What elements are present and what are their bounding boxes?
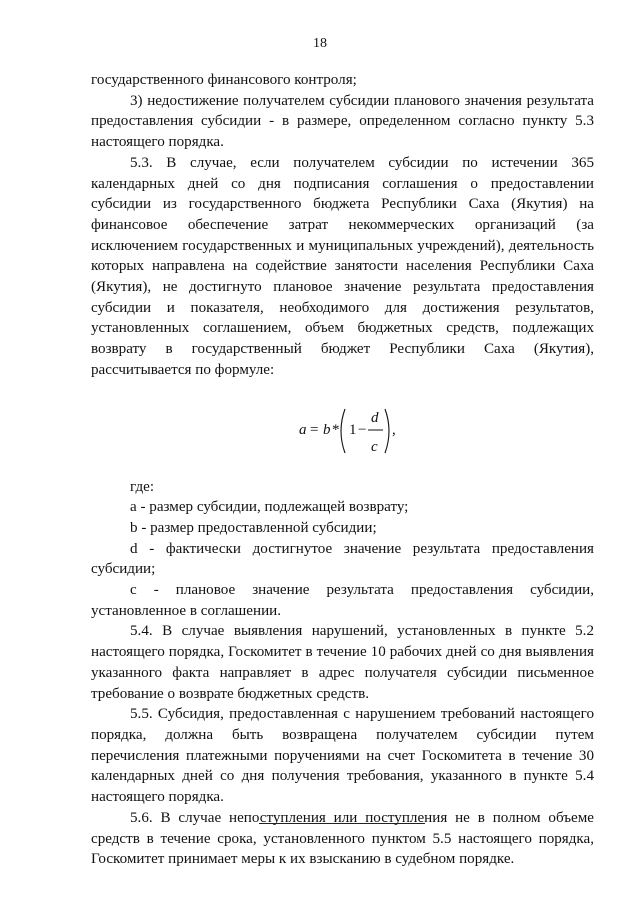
paragraph-item-3: 3) недостижение получателем субсидии планового значения результата предоставления субсидии - в размере, определенном согласно пункту 5.3 настоящего порядка. bbox=[91, 92, 594, 151]
formula-one: 1 bbox=[349, 421, 357, 438]
page-number: 18 bbox=[313, 36, 327, 51]
paragraph-5-3: 5.3. В случае, если получателем субсидии по истечении 365 календарных дней со дня подписания соглашения о предоставлении субсидии из государственного бюджета Республики Саха (Якутия) на финансовое обеспечение затрат некоммерческих организаций (за исключением государственных и муниципальных учреждений), деятельность которых направлена на содействие занятости населения Республики Саха (Якутия), не достигнуто плановое значение результата предоставления субсидии и показателя, необходимого для достижения результатов, установленных соглашением, объем бюджетных средств, подлежащих возврату в государственный бюджет Республики Саха (Якутия), рассчитывается по формуле: bbox=[91, 154, 594, 378]
formula-b: b bbox=[323, 421, 331, 438]
formula-a: a bbox=[299, 421, 307, 438]
where-item-d: d - фактически достигнутое значение результата предоставления субсидии; bbox=[91, 540, 594, 578]
where-item-c: c - плановое значение результата предоставления субсидии, установленное в соглашении. bbox=[91, 582, 594, 619]
formula-svg bbox=[299, 397, 419, 467]
where-intro: где: bbox=[130, 478, 155, 495]
legend-block bbox=[91, 477, 594, 622]
formula-denominator: c bbox=[371, 438, 378, 455]
formula-minus: − bbox=[358, 421, 367, 438]
formula-numerator: d bbox=[371, 409, 379, 426]
left-paren bbox=[341, 409, 345, 453]
document-body bbox=[91, 70, 594, 870]
section-5-5: 5.5. Субсидия, предоставленная с нарушением требований настоящего порядка, должна быть возвращена получателем субсидии путем перечисления платежными поручениями на счет Госкомитета в течение 30 календарных дней со дня получения требования, указанного в пункте 5.4 настоящего порядка. bbox=[91, 706, 594, 806]
right-paren bbox=[385, 409, 389, 453]
where-item-a: a - размер субсидии, подлежащей возврату; bbox=[130, 499, 409, 516]
end-divider bbox=[259, 823, 425, 824]
where-item-b: b - размер предоставленной субсидии; bbox=[130, 519, 377, 536]
formula-comma: , bbox=[392, 421, 396, 438]
paragraph-continuation: государственного финансового контроля; bbox=[91, 72, 357, 88]
section-5-4: 5.4. В случае выявления нарушений, установленных в пункте 5.2 настоящего порядка, Госкомитет в течение 10 рабочих дней со дня выявления указанного факта направляет в адрес получателя субсидии письменное требование о возврате бюджетных средств. bbox=[91, 623, 594, 702]
section-5-6: 5.6. В случае непоступления или поступления не в полном объеме средств в течение срока, установленного пунктом 5.5 настоящего порядка, Госкомитет принимает меры к их взысканию в судебном порядке. bbox=[91, 809, 594, 868]
formula-equals: = bbox=[310, 421, 319, 438]
formula bbox=[91, 389, 594, 473]
formula-star: * bbox=[332, 421, 340, 438]
